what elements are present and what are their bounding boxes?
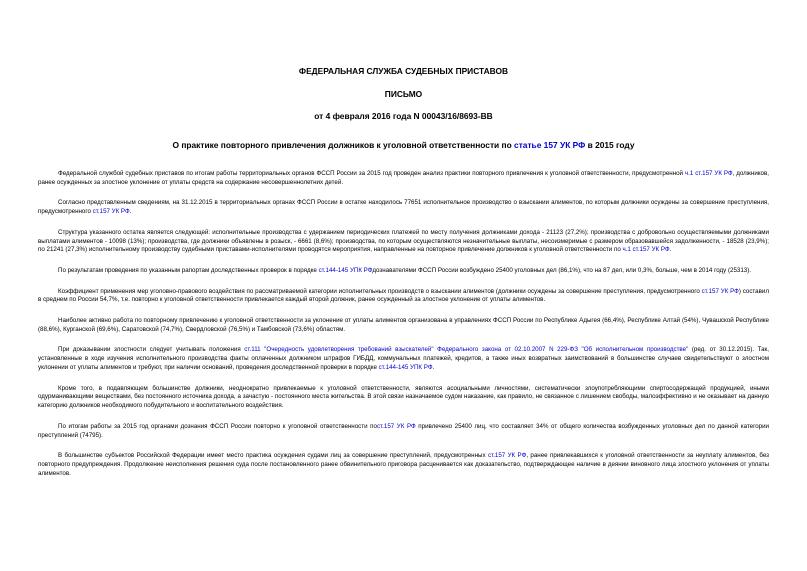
- law-link[interactable]: ст.144-145 УПК РФ: [378, 363, 433, 371]
- title-article-link[interactable]: статье 157 УК РФ: [514, 140, 586, 150]
- law-link[interactable]: ст.144-145 УПК РФ: [318, 266, 373, 274]
- paragraph-4: [38, 267, 769, 276]
- paragraph-text: .: [129, 208, 132, 216]
- paragraph-1: [38, 170, 769, 188]
- paragraph-3: [38, 229, 769, 255]
- law-link[interactable]: ст.157 УК РФ: [701, 287, 739, 295]
- paragraph-text: Наиболее активно работа по повторному привлечению к уголовной ответственности за уклонение от уплаты алиментов организована в управлениях ФССП России по Республике Адыгея (66,4%), Республике Алтай (54%), Чувашской Республике (88,6%), Курганской (69,6%), Саратовской (74,7%), Свердловской (76,5%) и Тамбовской (73,6%) областям.: [38, 316, 769, 333]
- paragraph-text: Коэффициент применения мер уголовно-правового воздействия по рассматриваемой категории исполнительных производств о взыскании алиментов (должники осуждены за совершение преступления, предусмотренного: [58, 287, 702, 295]
- law-link[interactable]: ст.157 УК РФ: [376, 422, 416, 430]
- paragraph-text: привлечено 25400 лиц, что составляет 34% от общего количества возбужденных уголовных дел по данной категории преступлений (74795).: [38, 422, 769, 439]
- paragraph-text: Согласно представленным сведениям, на 31.12.2015 в территориальных органах ФССП России в остатке находилось 77651 исполнительное производство о взыскании алиментов, по которым должники осуждены за совершение преступления, предусмотренного: [38, 199, 769, 216]
- paragraph-text: дознавателями ФССП России возбуждено 25400 уголовных дел (86,1%), что на 87 дел, или 0,3%, больше, чем в 2014 году (25313).: [372, 266, 751, 274]
- law-link[interactable]: ст.111 "Очередность удовлетворения требований взыскателей" Федерального закона от 02.10.2007 N 229-ФЗ "Об исполнительном производстве": [244, 346, 689, 354]
- paragraph-text: , должников, ранее осужденных за злостное уклонение от уплаты средств на содержание несовершеннолетних детей.: [38, 170, 769, 186]
- paragraph-text: ) составил в среднем по России 54,7%, т.е. повторно к уголовной ответственности привлекается каждый второй должник, ранее осужденный за злостное уклонение от уплаты алиментов.: [38, 287, 769, 304]
- paragraph-2: [38, 199, 769, 217]
- paragraph-text: Федеральной службой судебных приставов по итогам работы территориальных органов ФССП России за 2015 год проведен анализ практики повторного привлечения к уголовной ответственности, предусмотренной: [58, 170, 685, 177]
- title-text-after: в 2015 году: [585, 140, 635, 150]
- document-type: ПИСЬМО: [384, 89, 423, 99]
- agency-name: ФЕДЕРАЛЬНАЯ СЛУЖБА СУДЕБНЫХ ПРИСТАВОВ: [298, 66, 509, 76]
- law-link[interactable]: ст.157 УК РФ: [487, 452, 527, 460]
- paragraph-text: Структура указанного остатка является следующей: исполнительные производства с удержанием периодических платежей по месту получения должниками дохода - 21123 (27,2%); производства с добровольно осуществляемыми должниками выплатами алиментов - 10098 (13%); производства, где должники объявлены в розыск, - 6661 (8,6%); производства, по которым осуществляются незначительные выплаты, несоизмеримые с размером образовавшейся задолженности, - 18528 (23,9%); по 21241 (27,3%) исполнительному производству судебными приставами-исполнителями проводятся мероприятия, направленные на повторное привлечение должников к уголовной ответственности по: [38, 228, 769, 254]
- title-text-before: О практике повторного привлечения должников к уголовной ответственности по: [172, 140, 515, 150]
- paragraph-6: [38, 317, 769, 335]
- paragraph-text: По результатам проведения по указанным рапортам доследственных проверок в порядке: [58, 266, 319, 274]
- paragraph-text: .: [432, 363, 435, 371]
- paragraph-text: При доказывании злостности следует учитывать положения: [58, 346, 245, 354]
- paragraph-9: [38, 423, 769, 441]
- law-link[interactable]: ч.1 ст.157 УК РФ: [622, 246, 670, 254]
- law-link[interactable]: ст.157 УК РФ: [92, 208, 130, 216]
- document-date-number: от 4 февраля 2016 года N 00043/16/8693-ВВ: [314, 111, 493, 121]
- paragraph-text: (ред. от 30.12.2015). Так, установленные в ходе изучения исполнительного производства факты оплаченных должником штрафов ГИБДД, коммунальных платежей, кредитов, а также иных возвратных заимствований в большинстве случаев свидетельствуют о злостном уклонении от уплаты алиментов и требуют, при наличии оснований, проведения доследственной проверки в порядке: [38, 346, 769, 371]
- law-link[interactable]: ч.1 ст.157 УК РФ: [684, 170, 733, 177]
- paragraph-text: .: [669, 246, 672, 254]
- paragraph-text: По итогам работы за 2015 год органами дознания ФССП России повторно к уголовной ответственности по: [58, 422, 377, 430]
- paragraph-text: Кроме того, в подавляющем большинстве должники, неоднократно привлекаемые к уголовной ответственности, являются асоциальными личностями, систематически злоупотребляющими спиртосодержащей продукцией, иными одурманивающими веществами, без постоянного источника дохода, а зачастую - постоянного места жительства. В этой связи назначаемое судом наказание, как правило, не связанное с лишением свободы, малоэффективно и не оказывает на данную категорию должников необходимого побудительного и воспитательного воздействия.: [38, 384, 769, 410]
- paragraph-5: [38, 288, 769, 306]
- paragraph-8: [38, 385, 769, 411]
- paragraph-text: В большинстве субъектов Российской Федерации имеет место практика осуждения судами лиц за совершение преступлений, предусмотренных: [58, 452, 488, 460]
- document-body: [38, 170, 769, 490]
- paragraph-text: , ранее привлекавшихся к уголовной ответственности за неуплату алиментов, без повторного предупреждения. Продолжение неисполнения решения суда после постановленного ранее обвинительного приговора расценивается как доказательство, подтверждающее наличие в деянии виновного лица злостного уклонения от уплаты алиментов.: [38, 452, 769, 477]
- document-title: [0, 140, 807, 151]
- paragraph-10: [38, 452, 769, 478]
- paragraph-7: [38, 346, 769, 372]
